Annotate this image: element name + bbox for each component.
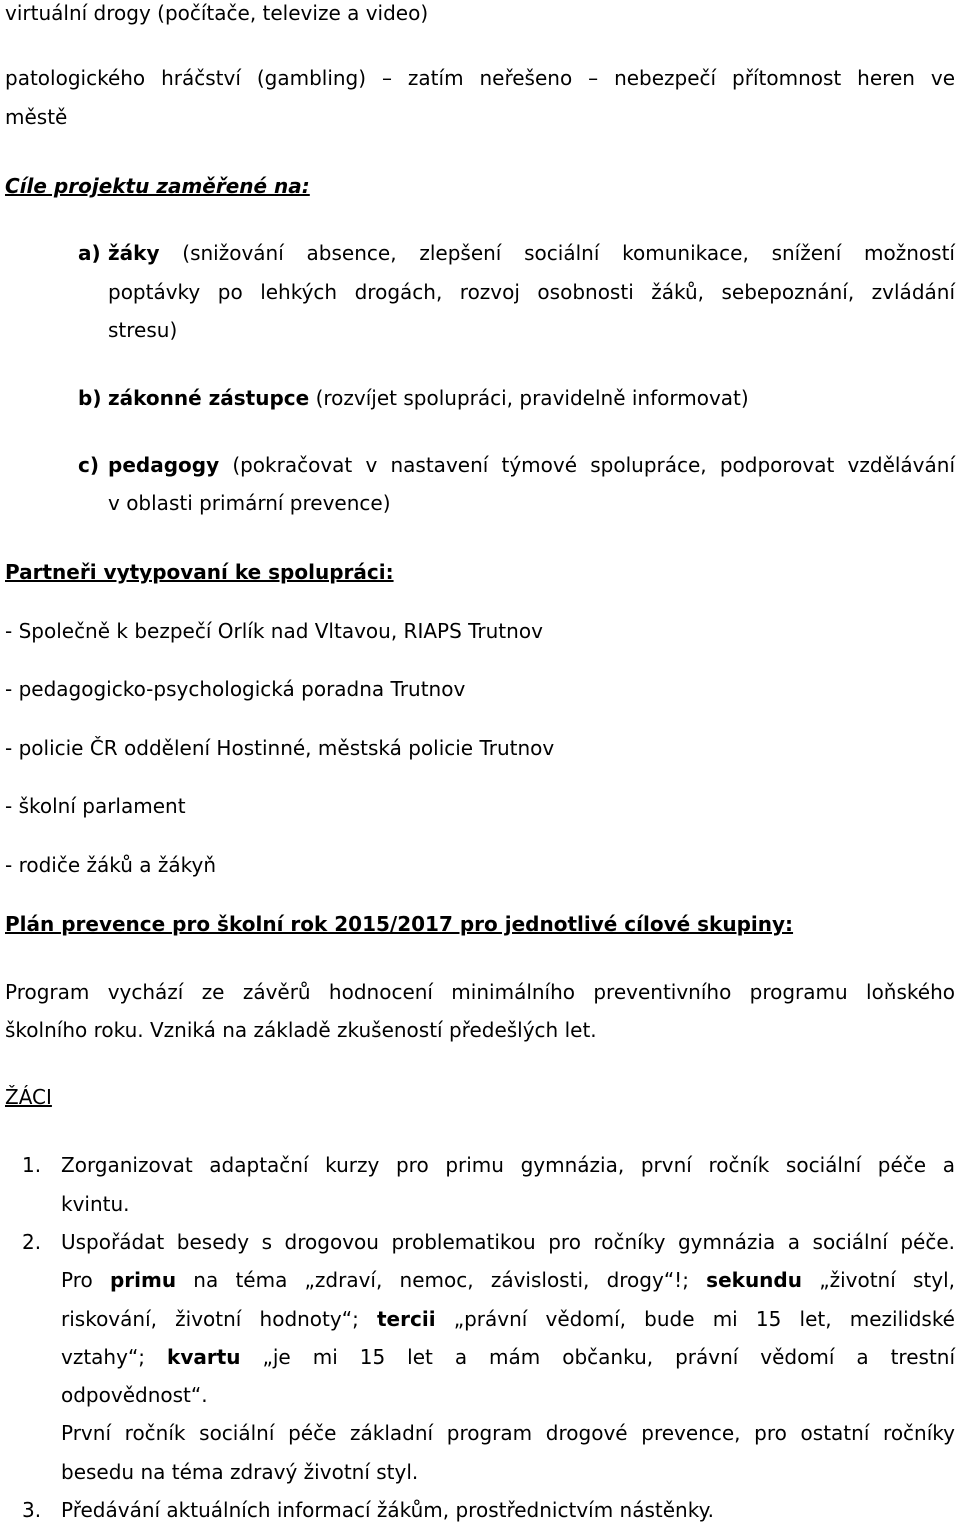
list-item-2-line5: odpovědnost“. — [61, 1383, 208, 1407]
partner-item: - rodiče žáků a žákyň — [5, 853, 217, 877]
text-span: „životní styl, — [819, 1268, 955, 1292]
goal-a-line2: poptávky po lehkých drogách, rozvoj osobnosti žáků, sebepoznání, zvládání — [108, 280, 955, 304]
list-item-2-number: 2. — [22, 1230, 42, 1254]
partner-item: - pedagogicko-psychologická poradna Trutnov — [5, 677, 466, 701]
program-line1: Program vychází ze závěrů hodnocení minimálního preventivního programu loňského — [5, 980, 955, 1004]
goal-a-rest: (snižování absence, zlepšení sociální komunikace, snížení možností — [182, 241, 955, 265]
list-item-2-line4 — [61, 1345, 955, 1369]
text-span: Pro — [61, 1268, 93, 1292]
goal-a-bold: žáky — [108, 241, 160, 265]
goal-c-line1 — [108, 453, 955, 477]
list-item-2-line7: besedu na téma zdravý životní styl. — [61, 1460, 419, 1484]
text-span: riskování, životní hodnoty“; — [61, 1307, 359, 1331]
bold-term-sekunda: sekundu — [706, 1268, 802, 1292]
goal-a-label: a) — [78, 241, 101, 265]
goal-c-line2: v oblasti primární prevence) — [108, 491, 391, 515]
bold-term-prima: primu — [109, 1268, 177, 1292]
bold-term-kvarta: kvartu — [167, 1345, 241, 1369]
list-item-2-line3 — [61, 1307, 955, 1331]
list-item-3-line1: Předávání aktuálních informací žákům, prostřednictvím nástěnky. — [61, 1498, 714, 1522]
goal-b-label: b) — [78, 386, 102, 410]
heading-partners: Partneři vytypovaní ke spolupráci: — [5, 560, 394, 584]
goal-c-label: c) — [78, 453, 99, 477]
text-span: na téma „zdraví, nemoc, závislosti, drogy“!; — [193, 1268, 689, 1292]
bold-term-tercie: tercii — [377, 1307, 436, 1331]
goal-c-bold: pedagogy — [108, 453, 220, 477]
goal-a-line1 — [108, 241, 955, 265]
text-span: vztahy“; — [61, 1345, 146, 1369]
goal-b-line1 — [108, 386, 749, 410]
text-span: „právní vědomí, bude mi 15 let, mezilidské — [453, 1307, 955, 1331]
list-item-1-line1: Zorganizovat adaptační kurzy pro primu gymnázia, první ročník sociální péče a — [61, 1153, 955, 1177]
goal-a-line3: stresu) — [108, 318, 178, 342]
partner-item: - policie ČR oddělení Hostinné, městská policie Trutnov — [5, 736, 555, 760]
goal-b-bold: zákonné zástupce — [108, 386, 310, 410]
text-gambling-line2: městě — [5, 105, 68, 129]
heading-goals: Cíle projektu zaměřené na: — [5, 174, 310, 198]
text-virtual-drugs: virtuální drogy (počítače, televize a video) — [5, 1, 429, 25]
text-span: „je mi 15 let a mám občanku, právní vědomí a trestní — [262, 1345, 956, 1369]
text-gambling-line1: patologického hráčství (gambling) – zatím neřešeno – nebezpečí přítomnost heren ve — [5, 66, 955, 90]
list-item-1-line2: kvintu. — [61, 1192, 130, 1216]
list-item-1-number: 1. — [22, 1153, 42, 1177]
heading-students: ŽÁCI — [5, 1085, 52, 1109]
partner-item: - školní parlament — [5, 794, 186, 818]
list-item-2-line6: První ročník sociální péče základní program drogové prevence, pro ostatní ročníky — [61, 1421, 955, 1445]
partner-item: - Společně k bezpečí Orlík nad Vltavou, RIAPS Trutnov — [5, 619, 543, 643]
list-item-2-line2 — [61, 1268, 955, 1292]
list-item-2-line1: Uspořádat besedy s drogovou problematikou pro ročníky gymnázia a sociální péče. — [61, 1230, 955, 1254]
program-line2: školního roku. Vzniká na základě zkušeností předešlých let. — [5, 1018, 597, 1042]
goal-c-rest: (pokračovat v nastavení týmové spolupráce, podporovat vzdělávání — [232, 453, 956, 477]
goal-b-rest: (rozvíjet spolupráci, pravidelně informovat) — [315, 386, 749, 410]
heading-plan: Plán prevence pro školní rok 2015/2017 pro jednotlivé cílové skupiny: — [5, 912, 794, 936]
list-item-3-number: 3. — [22, 1498, 42, 1522]
